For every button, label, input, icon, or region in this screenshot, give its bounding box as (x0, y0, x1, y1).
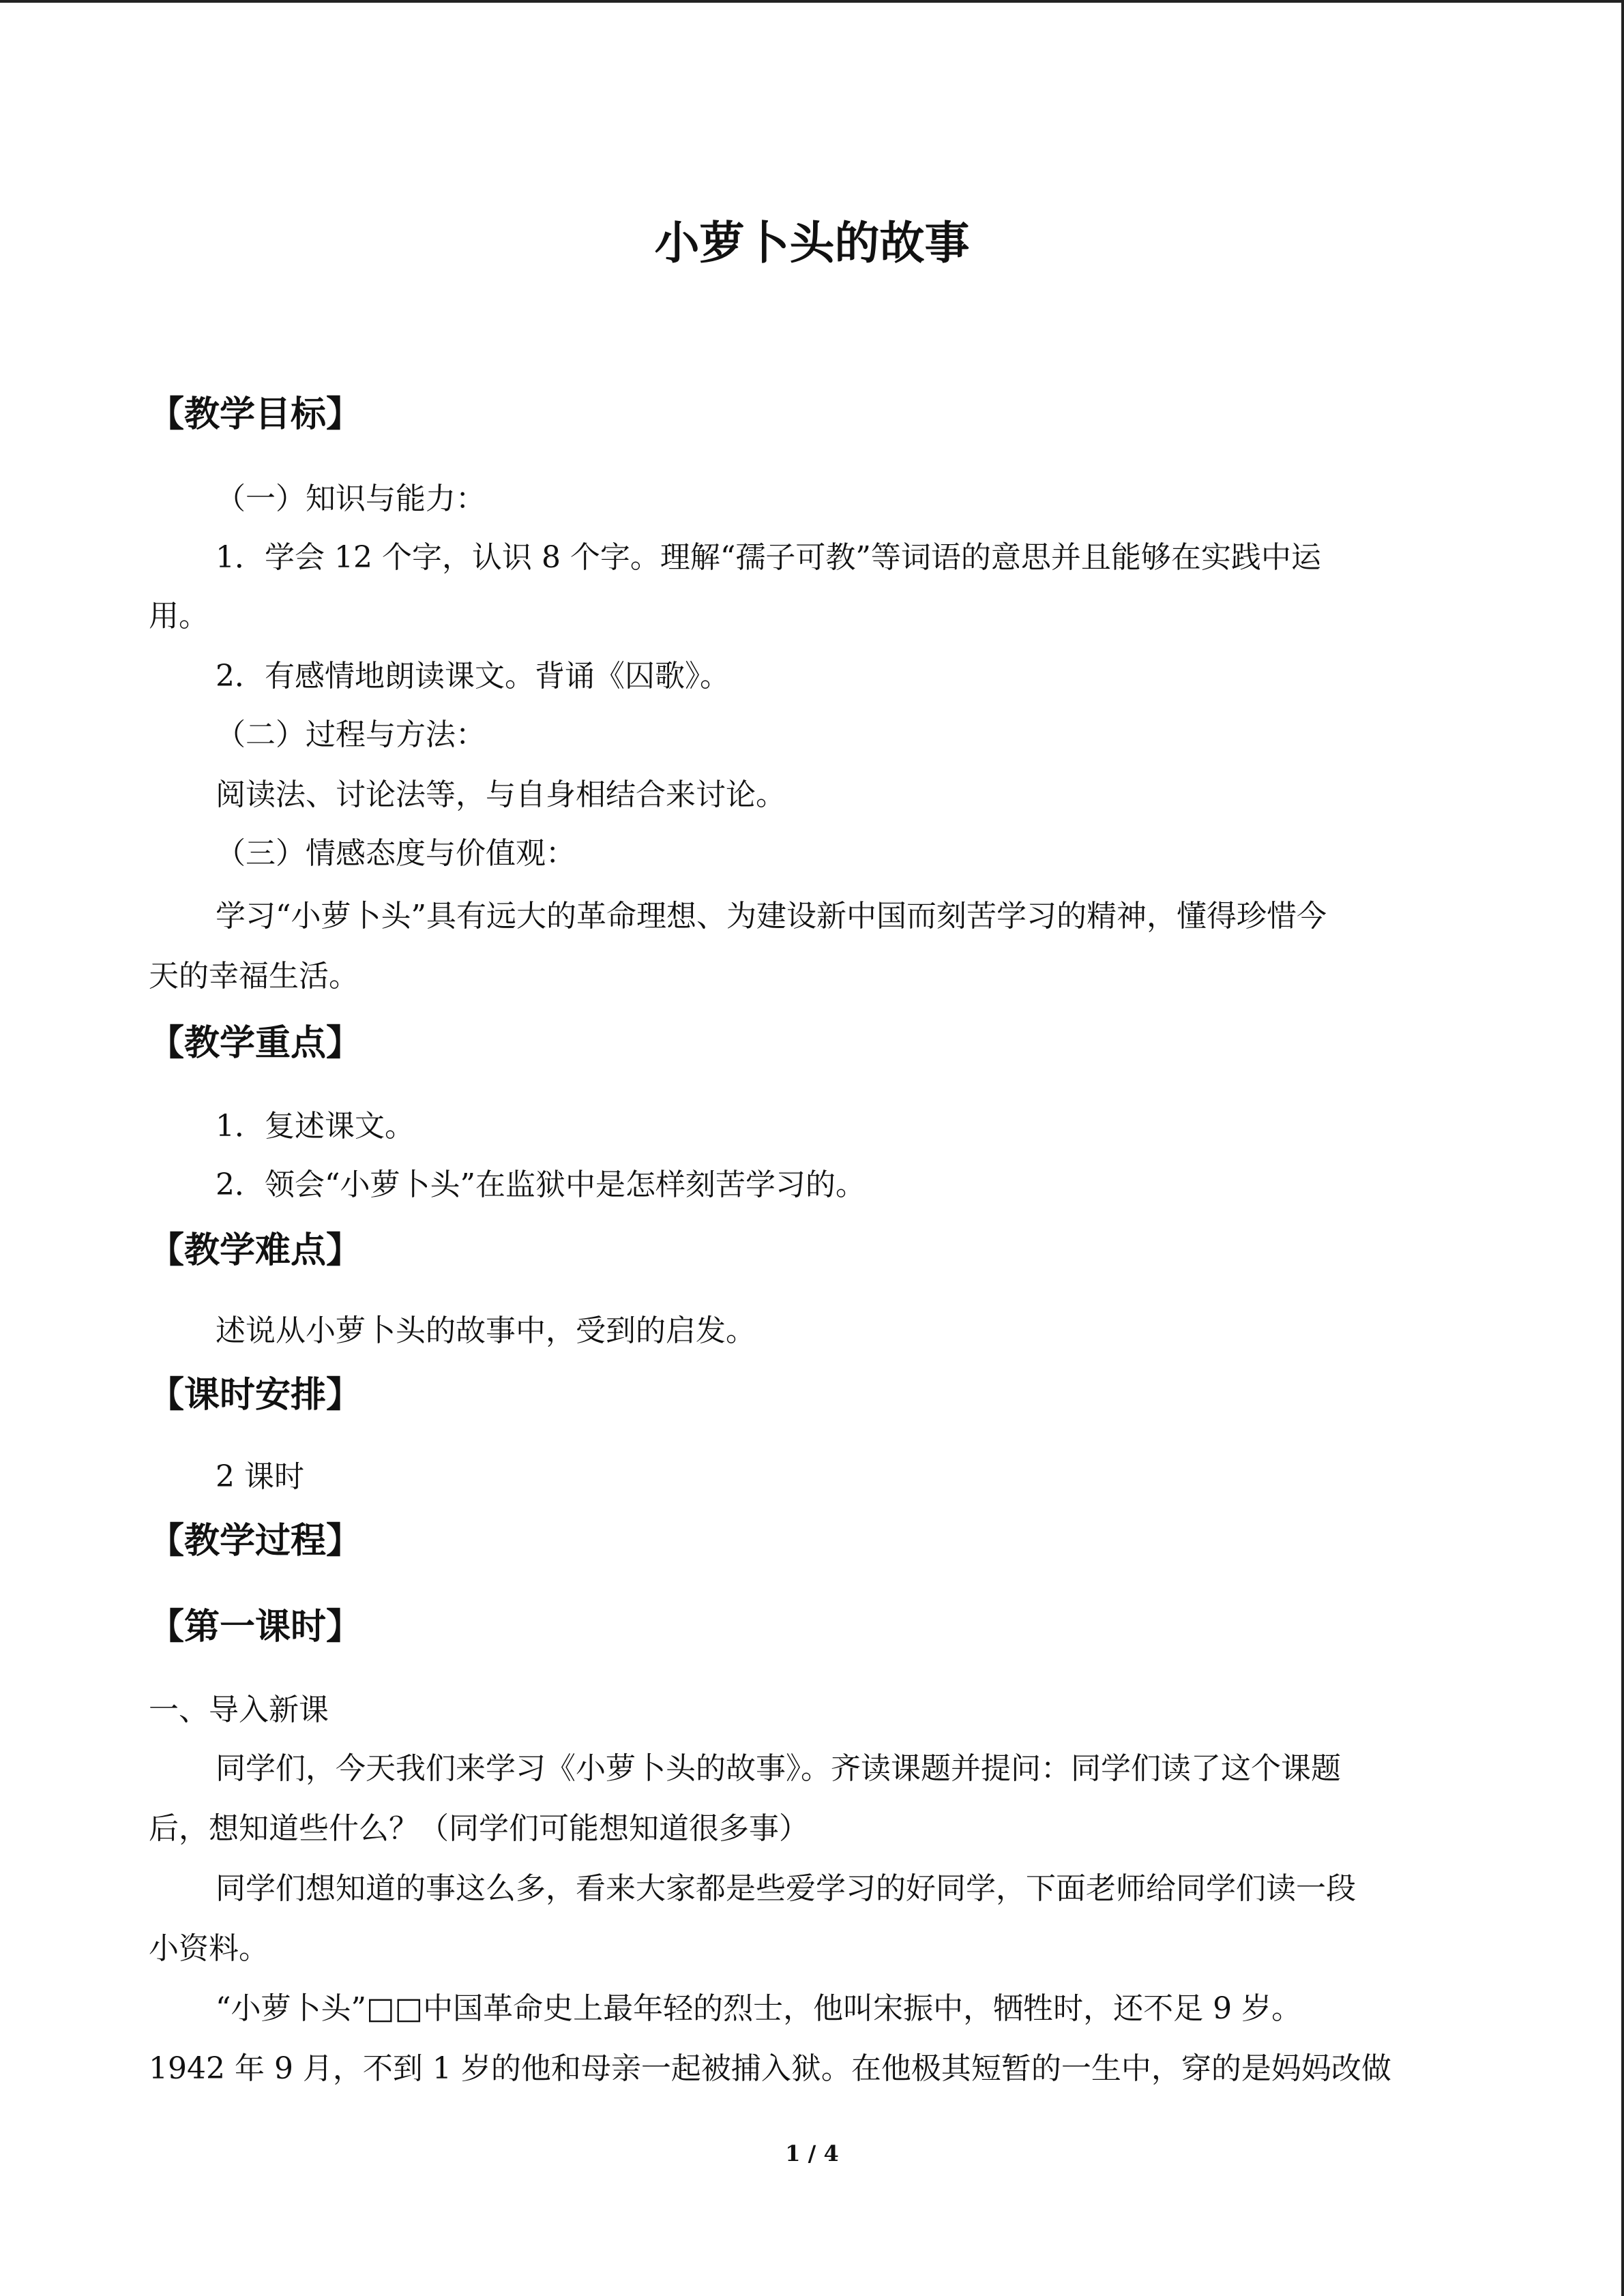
intro-paragraph-3-continued: 1942 年 9 月，不到 1 岁的他和母亲一起被捕入狱。在他极其短暂的一生中，穿的是妈妈改做 (149, 2051, 1391, 2086)
goals-subheading-knowledge: （一）知识与能力： (216, 481, 486, 516)
goals-subheading-values: （三）情感态度与价值观： (216, 836, 576, 871)
heading-schedule: 【课时安排】 (149, 1375, 362, 1416)
heading-teaching-process: 【教学过程】 (149, 1521, 362, 1562)
goals-item-2: 2．有感情地朗读课文。背诵《囚歌》。 (216, 659, 730, 694)
page-number: 1 / 4 (785, 2141, 839, 2166)
goals-subheading-process: （二）过程与方法： (216, 717, 486, 752)
intro-paragraph-2-continued: 小资料。 (149, 1931, 269, 1966)
goals-values-text-continued: 天的幸福生活。 (149, 959, 359, 994)
intro-paragraph-3: “小萝卜头”□□中国革命史上最年轻的烈士，他叫宋振中，牺牲时，还不足 9 岁。 (216, 1991, 1302, 2026)
schedule-text: 2 课时 (216, 1459, 304, 1494)
heading-first-lesson: 【第一课时】 (149, 1607, 362, 1648)
intro-paragraph-1: 同学们，今天我们来学习《小萝卜头的故事》。齐读课题并提问：同学们读了这个课题 (216, 1751, 1341, 1786)
heading-difficulties: 【教学难点】 (149, 1230, 362, 1271)
key-point-2: 2．领会“小萝卜头”在监狱中是怎样刻苦学习的。 (216, 1167, 866, 1202)
goals-item-1-continued: 用。 (149, 599, 209, 633)
goals-method-text: 阅读法、讨论法等，与自身相结合来讨论。 (216, 777, 786, 812)
page-title: 小萝卜头的故事 (654, 216, 970, 269)
difficulty-text: 述说从小萝卜头的故事中，受到的启发。 (216, 1313, 756, 1348)
intro-paragraph-2: 同学们想知道的事这么多，看来大家都是些爱学习的好同学，下面老师给同学们读一段 (216, 1871, 1356, 1906)
key-point-1: 1．复述课文。 (216, 1109, 415, 1144)
goals-values-text: 学习“小萝卜头”具有远大的革命理想、为建设新中国而刻苦学习的精神，懂得珍惜今 (216, 899, 1327, 934)
heading-teaching-goals: 【教学目标】 (149, 394, 362, 435)
step-intro-heading: 一、导入新课 (149, 1693, 329, 1727)
heading-key-points: 【教学重点】 (149, 1023, 362, 1064)
goals-item-1: 1．学会 12 个字，认识 8 个字。理解“孺子可教”等词语的意思并且能够在实践中运 (216, 540, 1321, 575)
intro-paragraph-1-continued: 后，想知道些什么？（同学们可能想知道很多事） (149, 1811, 809, 1846)
